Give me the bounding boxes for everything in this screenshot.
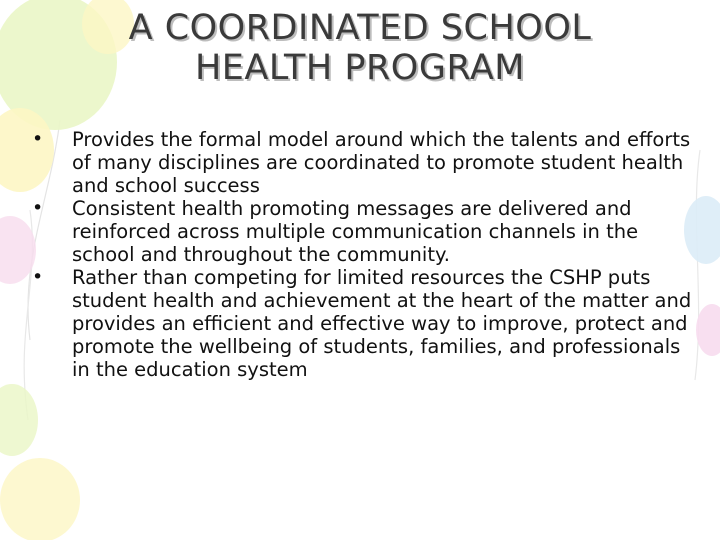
bullet-item: [22, 266, 692, 381]
balloon-yellow: [0, 458, 80, 540]
balloon-green: [0, 384, 38, 456]
slide-title-line-1: A COORDINATED SCHOOL: [128, 8, 592, 48]
bullet-icon: •: [32, 128, 44, 150]
bullet-item: [22, 128, 692, 197]
balloon-pink: [696, 304, 720, 356]
slide-title-line-2: HEALTH PROGRAM: [194, 48, 525, 88]
bullet-item: [22, 197, 692, 266]
bullet-icon: •: [32, 197, 44, 219]
bullet-text: Provides the formal model around which the talents and efforts of many disciplines are coordinated to promote student health and school success: [72, 128, 691, 197]
bullet-text: Consistent health promoting messages are delivered and reinforced across multiple communication channels in the school and throughout the community.: [72, 197, 639, 266]
bullet-list: [22, 128, 692, 381]
slide-title: [40, 8, 680, 88]
bullet-icon: •: [32, 266, 44, 288]
bullet-text: Rather than competing for limited resources the CSHP puts student health and achievement at the heart of the matter and provides an efficient and effective way to improve, protect and promote the wellbeing of students, families, and professionals in the education system: [72, 266, 692, 381]
